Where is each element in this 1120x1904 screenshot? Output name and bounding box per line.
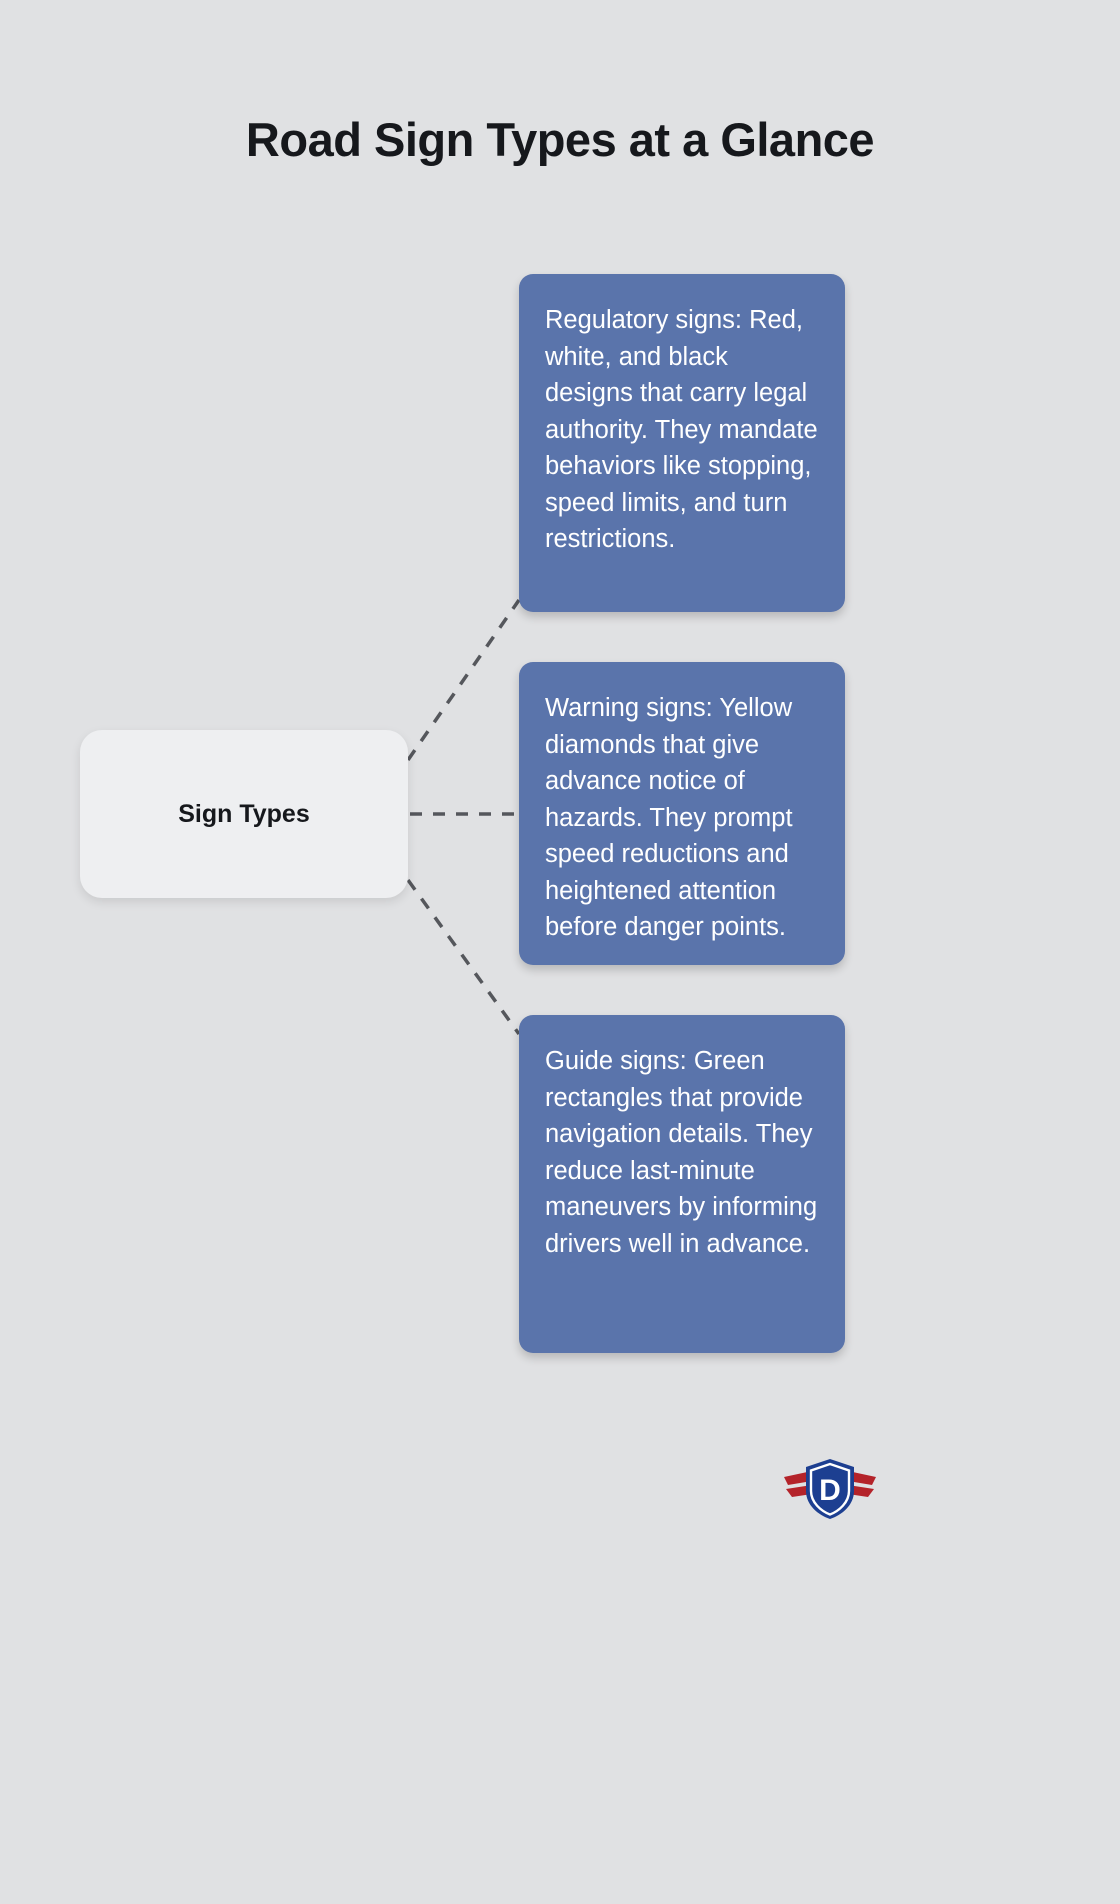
page-title: Road Sign Types at a Glance <box>245 113 875 166</box>
branch-card-warning[interactable] <box>519 662 845 965</box>
winged-shield-d-logo <box>782 1455 878 1521</box>
connector-line-guide <box>408 880 519 1034</box>
branch-card-regulatory[interactable] <box>519 274 845 612</box>
branch-card-text: Warning signs: Yellow diamonds that give advance notice of hazards. They prompt speed reductions and heightened attention before danger points. <box>545 694 793 941</box>
root-node[interactable] <box>80 730 408 898</box>
branch-card-guide[interactable] <box>519 1015 845 1353</box>
connector-line-regulatory <box>408 600 519 760</box>
winged-shield-d-icon <box>782 1455 878 1521</box>
root-node-label: Sign Types <box>178 799 310 828</box>
svg-text:D: D <box>819 1474 841 1507</box>
branch-card-text: Regulatory signs: Red, white, and black designs that carry legal authority. They mandate behaviors like stopping, speed limits, and turn restrictions. <box>545 306 818 553</box>
branch-card-text: Guide signs: Green rectangles that provide navigation details. They reduce last-minute maneuvers by informing drivers well in advance. <box>545 1047 818 1258</box>
